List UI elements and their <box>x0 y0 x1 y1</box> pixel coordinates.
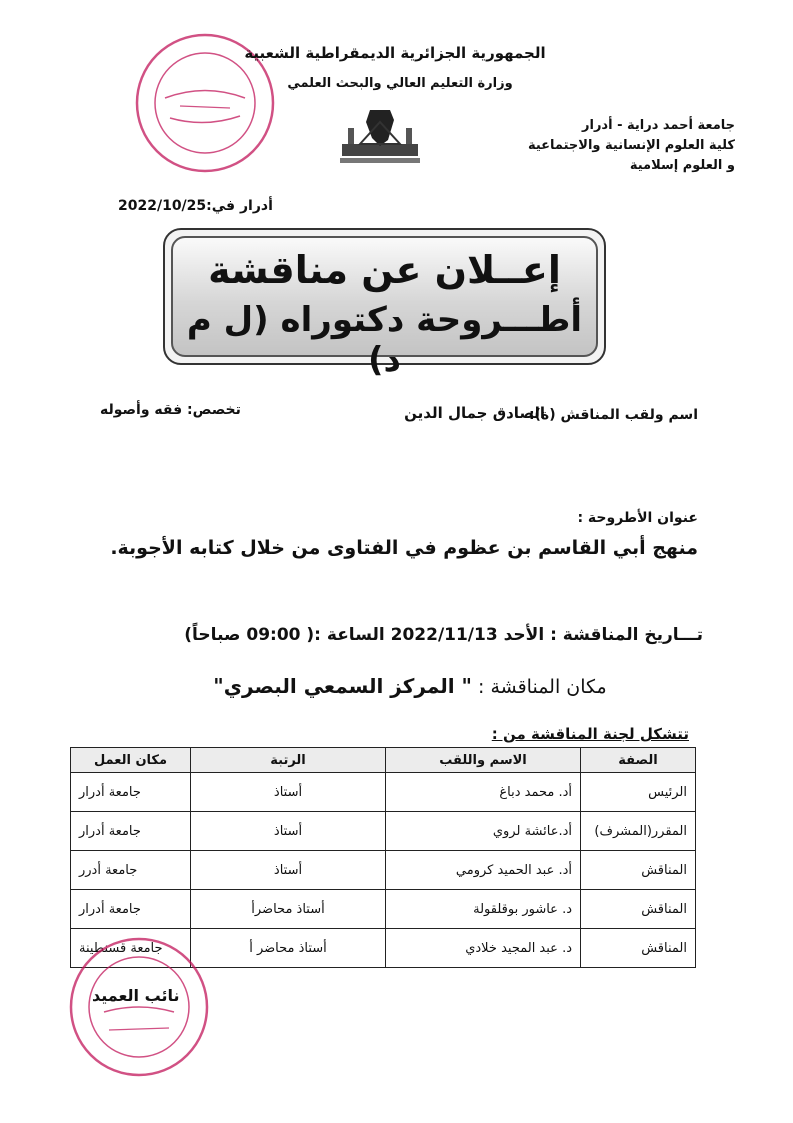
cell-work: جامعة قسنطينة <box>71 929 191 968</box>
cell-name: أد.عائشة لروي <box>386 812 581 851</box>
announcement-subtitle: أطـــروحة دكتوراه (ل م د) <box>186 300 583 380</box>
announcement-title: إعــلان عن مناقشة <box>208 248 561 292</box>
committee-label: تتشكل لجنة المناقشة من : <box>491 725 689 743</box>
signature-title: نائب العميد <box>92 986 180 1005</box>
faculty-name: كلية العلوم الإنسانية والاجتماعية <box>527 138 735 153</box>
cell-name: د. عبد المجيد خلادي <box>386 929 581 968</box>
cell-name: د. عاشور بوقلقولة <box>386 890 581 929</box>
venue-label: مكان المناقشة : <box>478 676 607 698</box>
university-name: جامعة أحمد دراية - أدرار <box>582 118 735 133</box>
table-row <box>71 851 696 890</box>
faculty-block <box>515 116 735 176</box>
cell-role: المناقش <box>581 851 696 890</box>
col-role: الصفة <box>581 748 696 773</box>
thesis-title-label: عنوان الأطروحة : <box>577 510 698 526</box>
cell-rank: أستاذ <box>191 851 386 890</box>
cell-work: جامعة أدرار <box>71 773 191 812</box>
cell-name: أد. محمد دباغ <box>386 773 581 812</box>
cell-rank: أستاذ <box>191 812 386 851</box>
candidate-name-label: اسم ولقب المناقش (ة): <box>528 407 698 423</box>
specialty: تخصص: فقه وأصوله <box>100 402 241 418</box>
table-row <box>71 812 696 851</box>
university-logo <box>332 100 428 166</box>
cell-work: جامعة أدرار <box>71 812 191 851</box>
ministry-heading: وزارة التعليم العالي والبحث العلمي <box>287 76 513 91</box>
bottom-stamp <box>64 932 214 1082</box>
cell-work: جامعة أدرر <box>71 851 191 890</box>
col-work: مكان العمل <box>71 748 191 773</box>
cell-name: أد. عبد الحميد كرومي <box>386 851 581 890</box>
faculty-name-cont: و العلوم إسلامية <box>629 158 735 173</box>
cell-role: المناقش <box>581 890 696 929</box>
table-row <box>71 773 696 812</box>
defense-venue <box>150 674 670 698</box>
issue-date: أدرار في:2022/10/25 <box>118 198 273 214</box>
cell-rank: أستاذ محاضر أ <box>191 929 386 968</box>
cell-rank: أستاذ محاضرأ <box>191 890 386 929</box>
announcement-title-box <box>163 228 606 380</box>
table-row <box>71 890 696 929</box>
table-header-row <box>71 748 696 773</box>
cell-work: جامعة أدرار <box>71 890 191 929</box>
candidate-name: الصادق جمال الدين <box>404 404 545 422</box>
cell-role: المقرر(المشرف) <box>581 812 696 851</box>
col-name: الاسم واللقب <box>386 748 581 773</box>
defense-date: تـــاريخ المناقشة : الأحد 2022/11/13 الساعة :( 09:00 صباحاً) <box>184 625 703 645</box>
cell-role: المناقش <box>581 929 696 968</box>
venue-value: " المركز السمعي البصري" <box>213 674 472 698</box>
cell-role: الرئيس <box>581 773 696 812</box>
col-rank: الرتبة <box>191 748 386 773</box>
thesis-title: منهج أبي القاسم بن عظوم في الفتاوى من خلال كتابه الأجوبة. <box>110 537 698 559</box>
republic-heading: الجمهورية الجزائرية الديمقراطية الشعبية <box>244 44 546 62</box>
cell-rank: أستاذ <box>191 773 386 812</box>
